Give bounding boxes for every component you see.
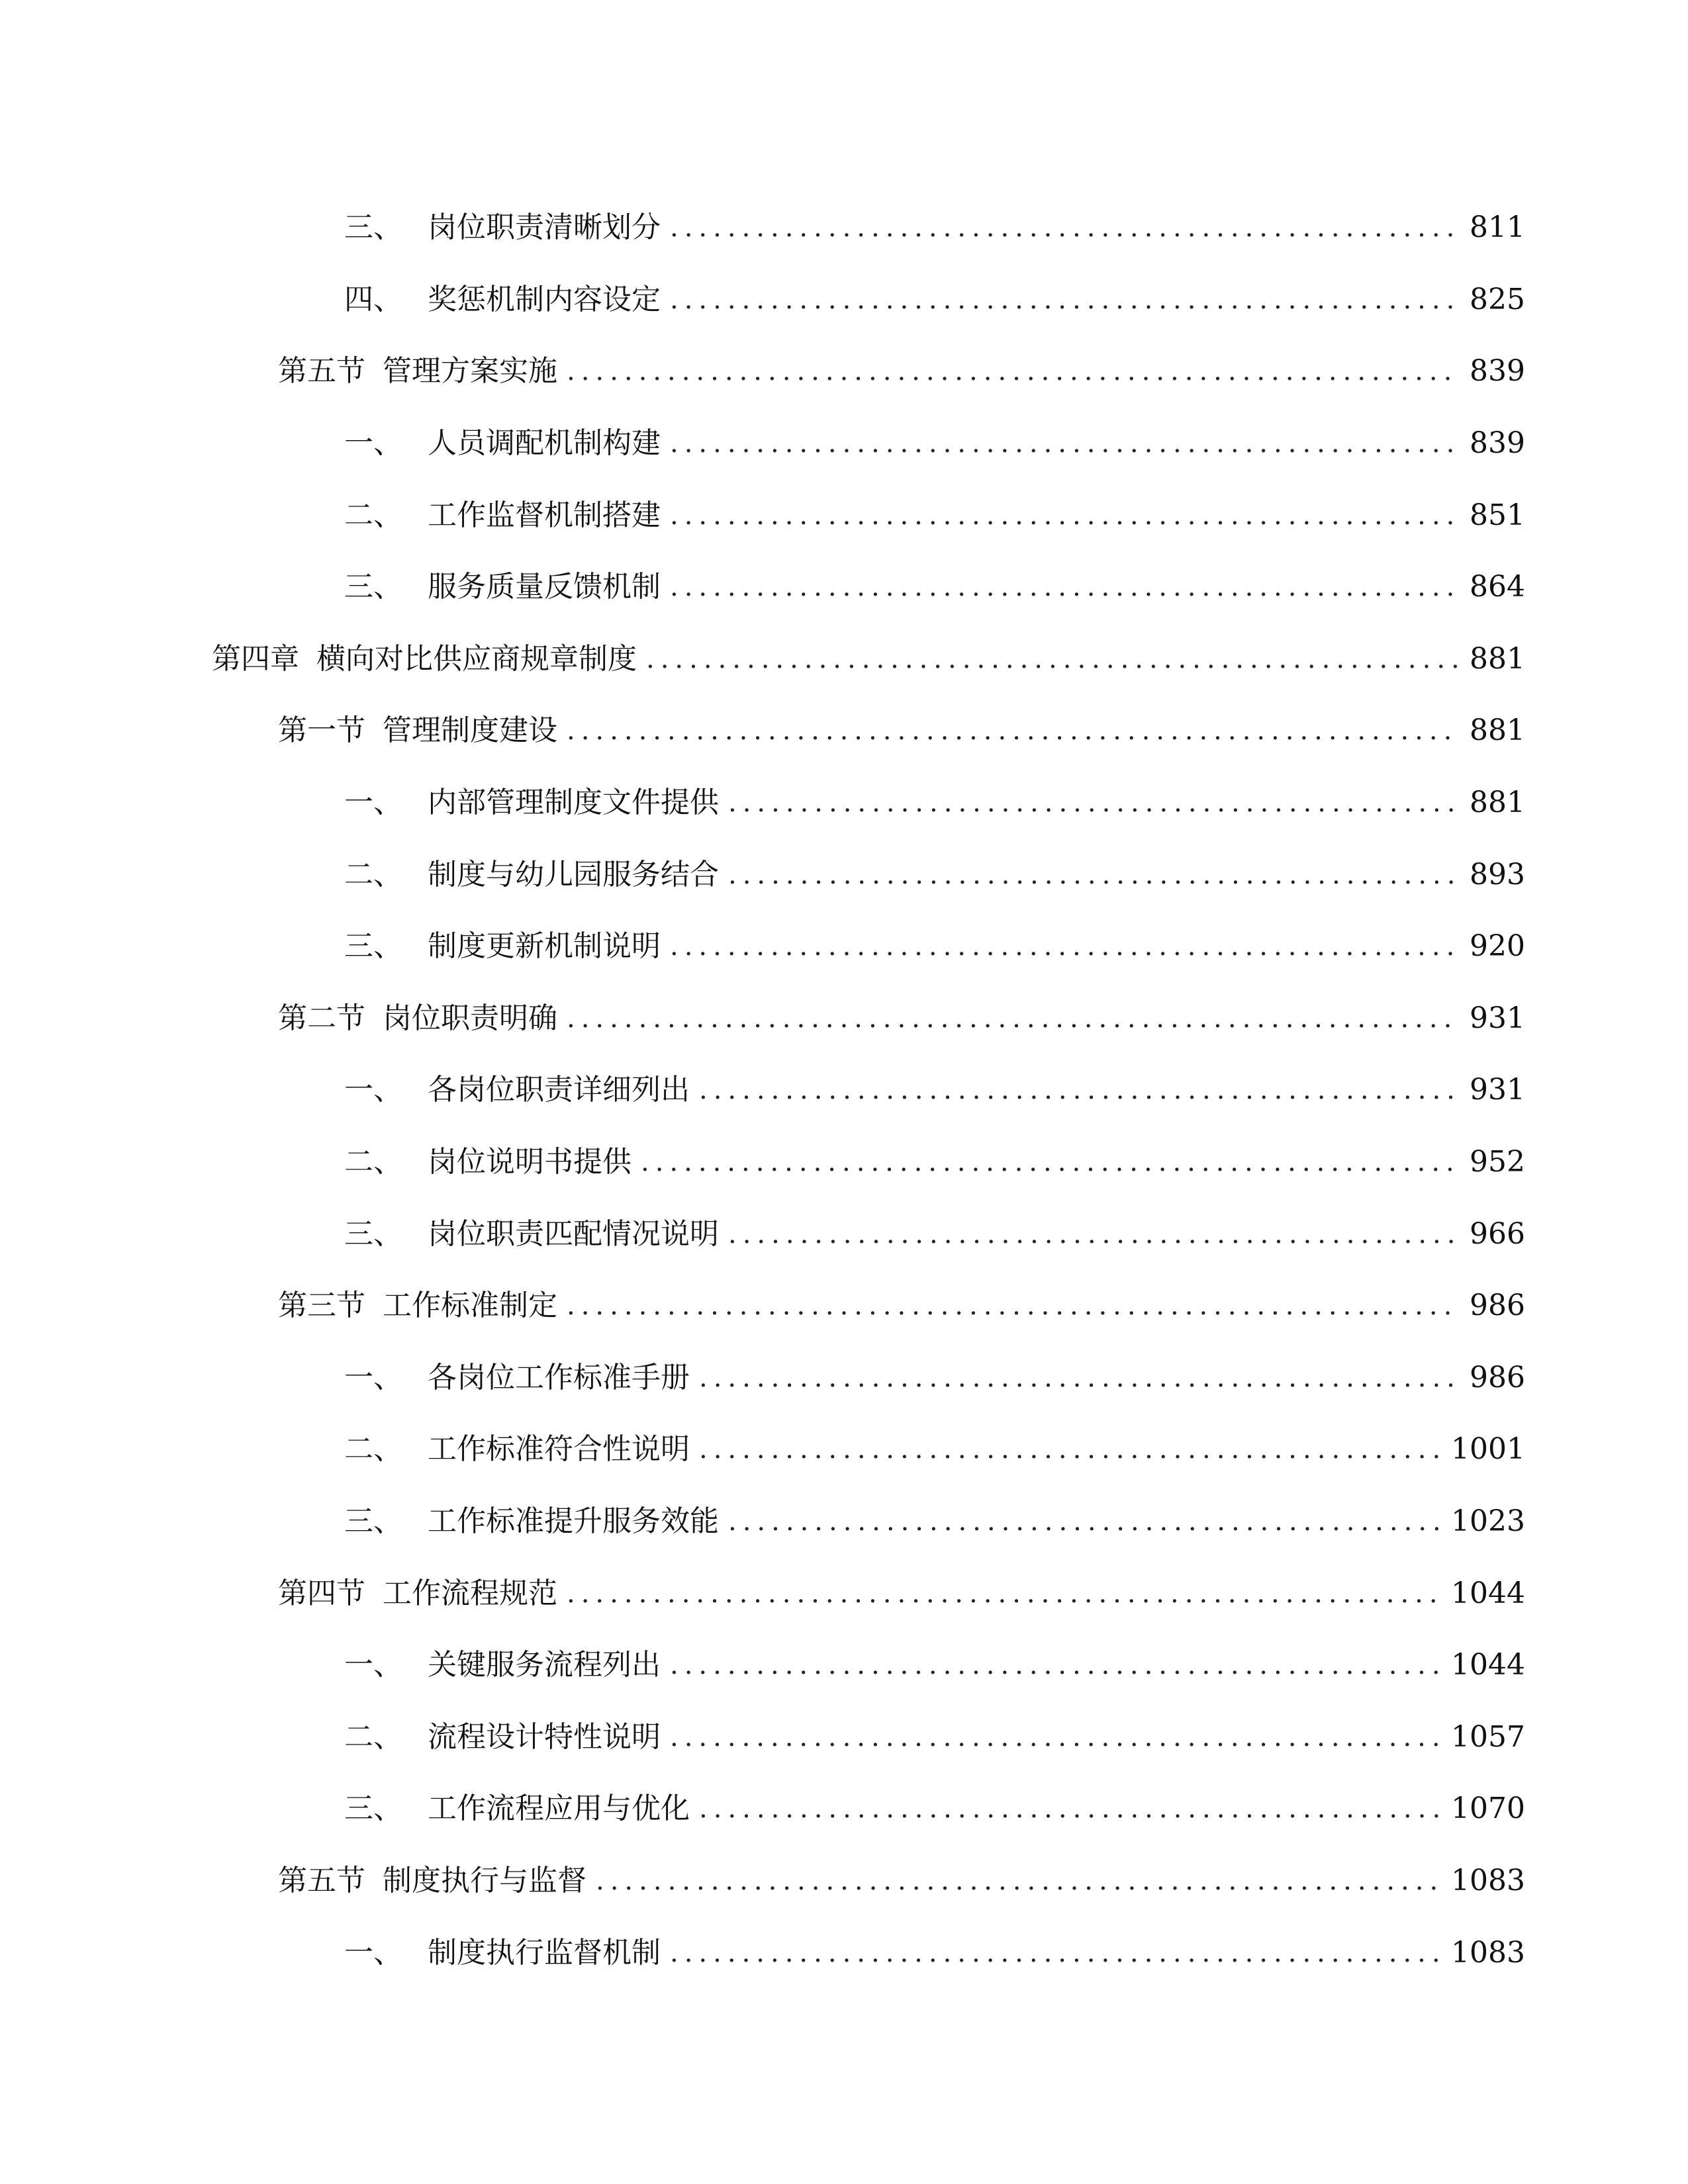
- toc-entry[interactable]: [0, 1486, 1688, 1558]
- toc-entry-page-number: 1001: [1451, 1432, 1525, 1467]
- toc-entry-title: 工作监督机制搭建: [428, 498, 661, 532]
- toc-entry-title: 管理制度建设: [383, 713, 557, 748]
- toc-entry-page-number: 881: [1470, 713, 1525, 748]
- toc-dot-leader: [670, 1724, 1442, 1751]
- toc-dot-leader: [670, 1652, 1442, 1678]
- toc-dot-leader: [670, 574, 1460, 600]
- toc-entry[interactable]: [0, 479, 1688, 551]
- toc-entry-page-number: 1083: [1451, 1935, 1525, 1970]
- toc-entry[interactable]: [0, 1054, 1688, 1126]
- toc-entry-title: 工作标准制定: [383, 1289, 557, 1323]
- toc-entry-page-number: 1044: [1451, 1576, 1525, 1610]
- toc-dot-leader: [699, 1077, 1460, 1103]
- toc-entry-number: 一、: [344, 426, 402, 461]
- toc-entry-page-number: 825: [1470, 282, 1525, 316]
- toc-entry-title: 内部管理制度文件提供: [428, 786, 719, 820]
- toc-entry[interactable]: [0, 1701, 1688, 1773]
- toc-entry-page-number: 1083: [1451, 1863, 1525, 1897]
- toc-entry-title: 制度执行监督机制: [428, 1935, 661, 1970]
- toc-dot-leader: [728, 1221, 1460, 1248]
- toc-entry-page-number: 931: [1470, 1073, 1525, 1107]
- toc-entry-number: 二、: [344, 1719, 402, 1754]
- toc-entry-title: 服务质量反馈机制: [428, 570, 661, 604]
- toc-entry[interactable]: [0, 336, 1688, 408]
- toc-dot-leader: [670, 1940, 1442, 1966]
- toc-entry-number: 三、: [344, 1792, 402, 1826]
- toc-entry[interactable]: [0, 551, 1688, 623]
- toc-entry-number: 一、: [344, 1360, 402, 1394]
- toc-entry[interactable]: [0, 408, 1688, 480]
- toc-dot-leader: [699, 1436, 1442, 1463]
- toc-dot-leader: [646, 646, 1460, 672]
- toc-entry[interactable]: [0, 767, 1688, 839]
- toc-entry-number: 三、: [344, 929, 402, 964]
- toc-entry[interactable]: [0, 1773, 1688, 1845]
- toc-entry-page-number: 881: [1470, 641, 1525, 676]
- toc-entry-title: 工作流程应用与优化: [428, 1792, 690, 1826]
- toc-entry-title: 流程设计特性说明: [428, 1719, 661, 1754]
- toc-entry-page-number: 920: [1470, 929, 1525, 964]
- toc-entry[interactable]: [0, 1917, 1688, 1989]
- toc-entry-number: 第四节: [278, 1576, 365, 1610]
- toc-dot-leader: [567, 1580, 1442, 1607]
- toc-entry-title: 制度更新机制说明: [428, 929, 661, 964]
- toc-entry-page-number: 966: [1470, 1216, 1525, 1251]
- toc-entry-page-number: 1070: [1451, 1792, 1525, 1826]
- toc-entry-number: 四、: [344, 282, 402, 316]
- toc-entry-number: 第一节: [278, 713, 365, 748]
- toc-entry-number: 二、: [344, 1145, 402, 1179]
- toc-entry-page-number: 811: [1470, 210, 1525, 245]
- toc-entry-title: 岗位说明书提供: [428, 1145, 632, 1179]
- toc-entry-number: 三、: [344, 1504, 402, 1538]
- toc-entry-number: 一、: [344, 1648, 402, 1682]
- toc-entry-title: 各岗位工作标准手册: [428, 1360, 690, 1394]
- toc-entry-title: 岗位职责明确: [383, 1001, 557, 1035]
- toc-entry[interactable]: [0, 623, 1688, 696]
- toc-entry-title: 岗位职责匹配情况说明: [428, 1216, 719, 1251]
- toc-entry-page-number: 864: [1470, 570, 1525, 604]
- toc-entry-number: 第四章: [212, 641, 299, 676]
- toc-entry[interactable]: [0, 1629, 1688, 1702]
- toc-entry-page-number: 952: [1470, 1145, 1525, 1179]
- toc-entry-page-number: 1057: [1451, 1719, 1525, 1754]
- toc-dot-leader: [699, 1365, 1460, 1391]
- toc-entry-number: 二、: [344, 498, 402, 532]
- toc-dot-leader: [670, 933, 1460, 960]
- toc-entry[interactable]: [0, 1845, 1688, 1917]
- toc-entry-title: 各岗位职责详细列出: [428, 1073, 690, 1107]
- toc-entry[interactable]: [0, 264, 1688, 336]
- toc-entry-number: 三、: [344, 570, 402, 604]
- toc-entry-number: 一、: [344, 1073, 402, 1107]
- toc-entry-number: 第五节: [278, 1863, 365, 1897]
- toc-entry[interactable]: [0, 1557, 1688, 1629]
- toc-entry[interactable]: [0, 695, 1688, 767]
- toc-entry-page-number: 986: [1470, 1360, 1525, 1394]
- toc-dot-leader: [728, 862, 1460, 888]
- toc-entry[interactable]: [0, 192, 1688, 264]
- toc-entry-page-number: 1023: [1451, 1504, 1525, 1538]
- toc-entry[interactable]: [0, 1414, 1688, 1486]
- toc-entry[interactable]: [0, 1342, 1688, 1414]
- toc-dot-leader: [728, 790, 1460, 816]
- toc-entry-title: 人员调配机制构建: [428, 426, 661, 461]
- toc-entry-title: 岗位职责清晰划分: [428, 210, 661, 245]
- toc-entry[interactable]: [0, 911, 1688, 983]
- toc-entry[interactable]: [0, 1270, 1688, 1342]
- toc-dot-leader: [728, 1508, 1442, 1535]
- toc-dot-leader: [567, 358, 1460, 385]
- toc-entry-page-number: 931: [1470, 1001, 1525, 1035]
- toc-entry[interactable]: [0, 839, 1688, 911]
- toc-entry-page-number: 1044: [1451, 1648, 1525, 1682]
- toc-entry-number: 三、: [344, 1216, 402, 1251]
- toc-entry-title: 工作标准提升服务效能: [428, 1504, 719, 1538]
- toc-entry[interactable]: [0, 983, 1688, 1055]
- toc-entry-title: 关键服务流程列出: [428, 1648, 661, 1682]
- toc-entry-number: 第五节: [278, 354, 365, 388]
- toc-dot-leader: [567, 1005, 1460, 1032]
- toc-entry-page-number: 986: [1470, 1289, 1525, 1323]
- toc-entry-title: 制度与幼儿园服务结合: [428, 857, 719, 891]
- toc-entry-number: 一、: [344, 1935, 402, 1970]
- toc-entry-page-number: 839: [1470, 354, 1525, 388]
- toc-entry-number: 一、: [344, 786, 402, 820]
- toc-entry-number: 第二节: [278, 1001, 365, 1035]
- toc-dot-leader: [596, 1868, 1442, 1894]
- toc-entry-title: 工作标准符合性说明: [428, 1432, 690, 1467]
- toc-entry-number: 二、: [344, 1432, 402, 1467]
- toc-entry[interactable]: [0, 1126, 1688, 1199]
- toc-dot-leader: [670, 430, 1460, 457]
- toc-entry-page-number: 851: [1470, 498, 1525, 532]
- toc-dot-leader: [567, 1293, 1460, 1319]
- toc-entry-number: 第三节: [278, 1289, 365, 1323]
- toc-entry-title: 工作流程规范: [383, 1576, 557, 1610]
- table-of-contents: [0, 192, 1688, 1989]
- toc-dot-leader: [567, 717, 1460, 744]
- toc-entry-title: 管理方案实施: [383, 354, 557, 388]
- toc-entry-number: 二、: [344, 857, 402, 891]
- toc-dot-leader: [699, 1796, 1442, 1822]
- toc-entry[interactable]: [0, 1198, 1688, 1270]
- toc-entry-number: 三、: [344, 210, 402, 245]
- toc-entry-title: 横向对比供应商规章制度: [316, 641, 637, 676]
- toc-entry-title: 制度执行与监督: [383, 1863, 586, 1897]
- toc-entry-page-number: 839: [1470, 426, 1525, 461]
- toc-entry-page-number: 893: [1470, 857, 1525, 891]
- toc-dot-leader: [670, 214, 1460, 241]
- toc-dot-leader: [641, 1149, 1460, 1175]
- toc-entry-title: 奖惩机制内容设定: [428, 282, 661, 316]
- toc-entry-page-number: 881: [1470, 786, 1525, 820]
- toc-dot-leader: [670, 502, 1460, 529]
- toc-dot-leader: [670, 287, 1460, 313]
